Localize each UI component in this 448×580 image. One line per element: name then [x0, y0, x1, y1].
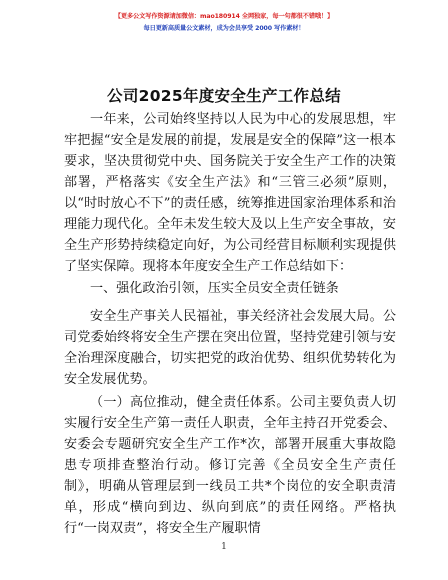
- paragraph-intro: 一年来，公司始终坚持以人民为中心的发展思想，牢牢把握“安全是发展的前提，发展是安全的保障”这一根本要求，坚决贯彻党中央、国务院关于安全生产工作的决策部署，严格落实《安全生产法》和“三管三必须”原则，以“时时放心不下”的责任感，统筹推进国家治理体系和治理能力现代化。全年未发生较大及以上生产安全事故，安全生产形势持续稳定向好，为公司经营目标顺利实现提供了坚实保障。现将本年度安全生产工作总结如下：: [64, 112, 396, 274]
- page-number: 1: [221, 542, 227, 552]
- paragraph-section-1-intro: 安全生产事关人民福祉，事关经济社会发展大局。公司党委始终将安全生产摆在突出位置，坚持党建引领与安全治理深度融合，切实把党的政治优势、组织优势转化为安全发展优势。: [64, 309, 396, 387]
- promo-banner-red: 【更多公文写作资源请加微信：mao180914 全网独家，每一句都很不错哦！】: [114, 13, 334, 20]
- document-title: 公司2025年度安全生产工作总结: [107, 87, 341, 105]
- promo-banner-blue: 每日更新高质量公文素材，成为会员享受 2000 写作素材！: [143, 25, 305, 32]
- paragraph-subsection-1: （一）高位推动，健全责任体系。公司主要负责人切实履行安全生产第一责任人职责，全年主持召开党委会、安委会专题研究安全生产工作*次，部署开展重大事故隐患专项排查整治行动。修订完善《全员安全生产责任制》，明确从管理层到一线员工共*个岗位的安全职责清单，形成“横向到边、纵向到底”的责任网络。严格执行“一岗双责”，将安全生产履职情: [64, 395, 396, 536]
- section-heading-1: 一、强化政治引领，压实全员安全责任链条: [90, 281, 339, 296]
